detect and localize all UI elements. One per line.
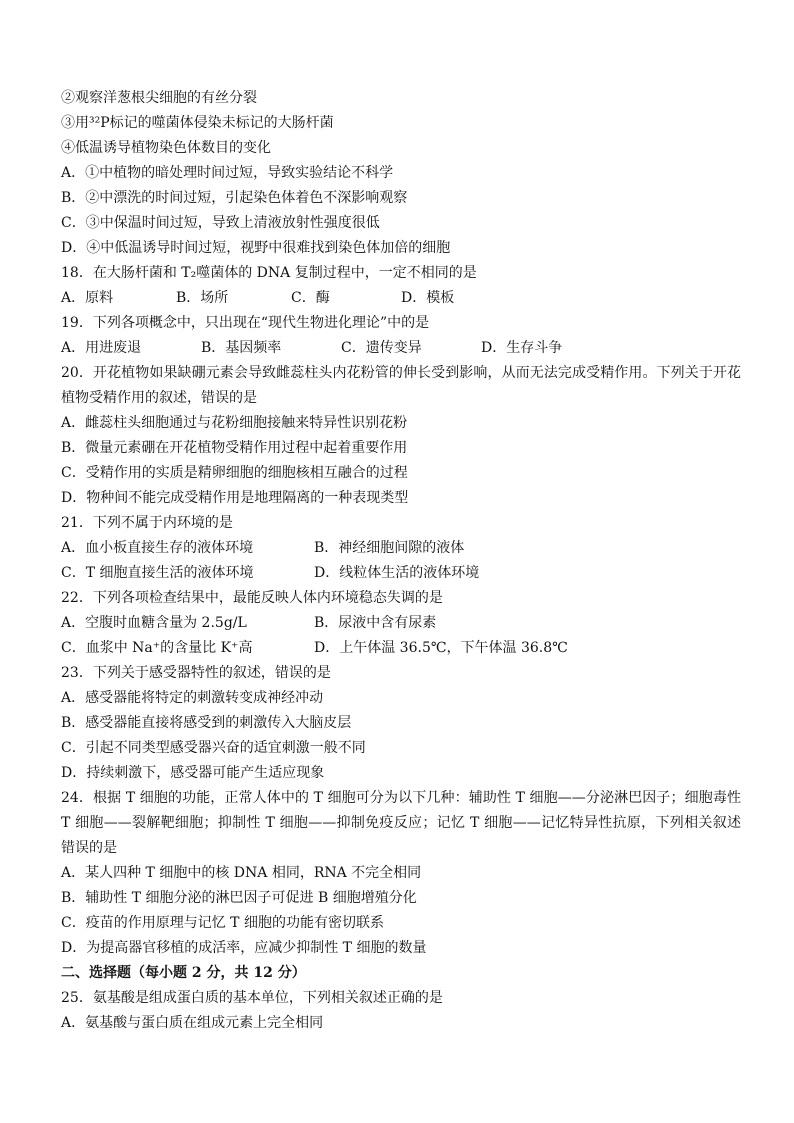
q19-option-b: B．基因频率 (201, 340, 282, 356)
section-heading: 二、选择题（每小题 2 分，共 12 分） (61, 965, 306, 981)
q23-option-a: A．感受器能将特定的刺激转变成神经冲动 (61, 690, 324, 706)
q17-item-2: ②观察洋葱根尖细胞的有丝分裂 (61, 90, 257, 106)
q24-stem: 24．根据 T 细胞的功能，正常人体中的 T 细胞可分为以下几种：辅助性 T 细胞——分泌淋巴因子；细胞毒性 T 细胞——裂解靶细胞；抑制性 T 细胞——抑制免疫反应；记忆 T 细胞——记忆特异性抗原，下列相关叙述错误的是 (61, 790, 741, 856)
q17-option-d: D．④中低温诱导时间过短，视野中很难找到染色体加倍的细胞 (61, 240, 451, 256)
exam-content (61, 86, 741, 1036)
q18-options (61, 286, 741, 311)
q17-option-b: B．②中漂洗的时间过短，引起染色体着色不深影响观察 (61, 190, 408, 206)
q22-option-a: A．空腹时血糖含量为 2.5g/L (61, 615, 247, 631)
q24-option-c: C．疫苗的作用原理与记忆 T 细胞的功能有密切联系 (61, 915, 384, 931)
q17-item-4: ④低温诱导植物染色体数目的变化 (61, 140, 271, 156)
q21-option-d: D．线粒体生活的液体环境 (314, 565, 480, 581)
q22-option-d: D．上午体温 36.5℃，下午体温 36.8℃ (314, 640, 568, 656)
q18-option-c: C．酶 (291, 290, 330, 306)
q23-option-b: B．感受器能直接将感受到的刺激传入大脑皮层 (61, 715, 352, 731)
q22-option-b: B．尿液中含有尿素 (314, 615, 437, 631)
q19-option-a: A．用进废退 (61, 340, 142, 356)
q24-option-b: B．辅助性 T 细胞分泌的淋巴因子可促进 B 细胞增殖分化 (61, 890, 417, 906)
q20-option-c: C．受精作用的实质是精卵细胞的细胞核相互融合的过程 (61, 465, 408, 481)
q21-stem: 21．下列不属于内环境的是 (61, 515, 233, 531)
q22-stem: 22．下列各项检查结果中，最能反映人体内环境稳态失调的是 (61, 590, 443, 606)
q21-option-a: A．血小板直接生存的液体环境 (61, 540, 254, 556)
q21-option-b: B．神经细胞间隙的液体 (314, 540, 465, 556)
q24-option-a: A．某人四种 T 细胞中的核 DNA 相同，RNA 不完全相同 (61, 865, 422, 881)
q22-options-row-1 (61, 611, 741, 636)
q20-option-d: D．物种间不能完成受精作用是地理隔离的一种表现类型 (61, 490, 409, 506)
q22-options-row-2 (61, 636, 741, 661)
q22-option-c: C．血浆中 Na⁺的含量比 K⁺高 (61, 640, 253, 656)
q21-options-row-1 (61, 536, 741, 561)
q21-option-c: C．T 细胞直接生活的液体环境 (61, 565, 254, 581)
q20-stem: 20．开花植物如果缺硼元素会导致雌蕊柱头内花粉管的伸长受到影响，从而无法完成受精作用。下列关于开花植物受精作用的叙述，错误的是 (61, 365, 741, 406)
q23-stem: 23．下列关于感受器特性的叙述，错误的是 (61, 665, 331, 681)
q20-option-a: A．雌蕊柱头细胞通过与花粉细胞接触来特异性识别花粉 (61, 415, 408, 431)
q19-stem: 19．下列各项概念中，只出现在“现代生物进化理论”中的是 (61, 315, 430, 331)
q18-option-b: B．场所 (176, 290, 229, 306)
q17-option-a: A．①中植物的暗处理时间过短，导致实验结论不科学 (61, 165, 394, 181)
q20-option-b: B．微量元素硼在开花植物受精作用过程中起着重要作用 (61, 440, 408, 456)
q17-option-c: C．③中保温时间过短，导致上清液放射性强度很低 (61, 215, 380, 231)
q23-option-c: C．引起不同类型感受器兴奋的适宜刺激一般不同 (61, 740, 366, 756)
q24-option-d: D．为提高器官移植的成活率，应减少抑制性 T 细胞的数量 (61, 940, 427, 956)
q18-option-a: A．原料 (61, 290, 114, 306)
q25-option-a: A．氨基酸与蛋白质在组成元素上完全相同 (61, 1015, 324, 1031)
q19-option-d: D．生存斗争 (481, 340, 563, 356)
q23-option-d: D．持续刺激下，感受器可能产生适应现象 (61, 765, 325, 781)
q18-option-d: D．模板 (401, 290, 455, 306)
q19-options (61, 336, 741, 361)
q21-options-row-2 (61, 561, 741, 586)
q17-item-3: ③用³²P标记的噬菌体侵染未标记的大肠杆菌 (61, 115, 334, 131)
q19-option-c: C．遗传变异 (341, 340, 422, 356)
q25-stem: 25．氨基酸是组成蛋白质的基本单位，下列相关叙述正确的是 (61, 990, 443, 1006)
q18-stem: 18．在大肠杆菌和 T₂噬菌体的 DNA 复制过程中，一定不相同的是 (61, 265, 477, 281)
